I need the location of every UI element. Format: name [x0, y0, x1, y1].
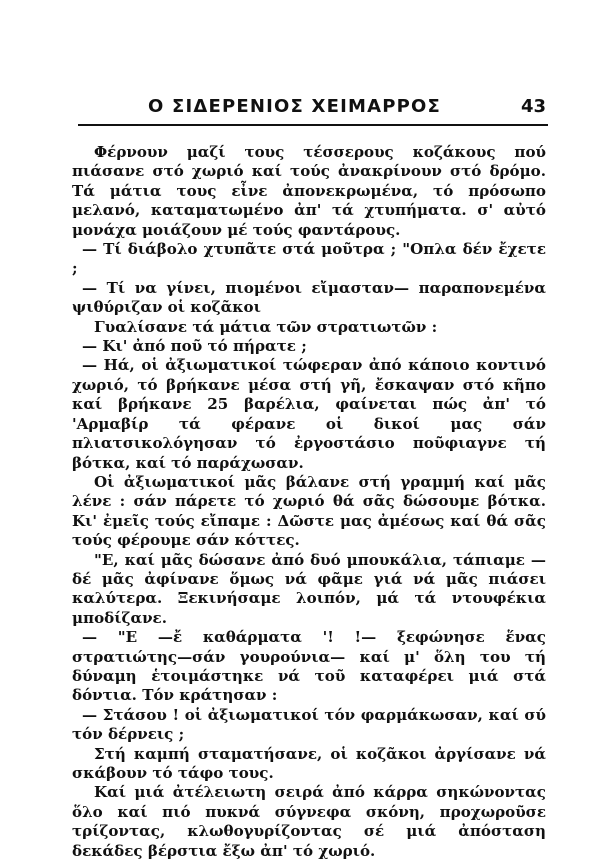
- paragraph: — Ηά, οἱ ἀξιωματικοί τώφεραν ἀπό κάποιο κοντινό χωριό, τό βρήκανε μέσα στή γῆ, ἔσκαψαν στό κῆπο καί βρήκανε 25 βαρέλια, φαίνεται πώς ἀπ' τό 'Αρμαβίρ τά φέρανε οἱ δικοί μας σάν πλιατσικολόγησαν τό ἐργοστάσιο ποῦφιαγνε τή βότκα, καί τό παράχωσαν.: [72, 356, 546, 472]
- paragraph: — "Ε —ἔ καθάρματα '! !— ξεφώνησε ἕνας στρατιώτης—σάν γουρούνια— καί μ' ὅλη του τή δύναμη ἑτοιμάστηκε νά τοῦ καταφέρει μιά στά δόντια. Τόν κράτησαν :: [72, 628, 546, 705]
- paragraph: Καί μιά ἀτέλειωτη σειρά ἀπό κάρρα σηκώνοντας ὅλο καί πιό πυκνά σύγνεφα σκόνη, προχωροῦσε τρίζοντας, κλωθογυρίζοντας σέ μιά ἀπόσταση δεκάδες βέρστια ἔξω ἀπ' τό χωριό.: [72, 783, 546, 860]
- body-text: [72, 143, 546, 861]
- running-title: Ο ΣΙΔΕΡΕΝΙΟΣ ΧΕΙΜΑΡΡΟΣ: [148, 96, 441, 117]
- paragraph: Φέρνουν μαζί τους τέσσερους κοζάκους πού πιάσανε στό χωριό καί τούς ἀνακρίνουν στό δρόμο. Τά μάτια τους εἶνε ἀπονεκρωμένα, τό πρόσωπο μελανό, καταματωμένο ἀπ' τά χτυπήματα. σ' αὐτό μονάχα μοιάζουν μέ τούς φαντάρους.: [72, 143, 546, 239]
- paragraph: — Τί να γίνει, πιομένοι εἴμασταν— παραπονεμένα ψιθύριζαν οἱ κοζᾶκοι: [72, 278, 546, 317]
- paragraph: Οἱ ἀξιωματικοί μᾶς βάλανε στή γραμμή καί μᾶς λένε : σάν πάρετε τό χωριό θά σᾶς δώσουμε βότκα. Κι' ἐμεῖς τούς εἴπαμε : Δῶστε μας ἀμέσως καί θά σᾶς τούς φέρουμε σάν κόττες.: [72, 472, 546, 550]
- paragraph: — Κι' ἀπό ποῦ τό πήρατε ;: [82, 337, 307, 356]
- paragraph: — Τί διάβολο χτυπᾶτε στά μοῦτρα ; "Οπλα δέν ἔχετε ;: [72, 240, 546, 278]
- paragraph: Στή καμπή σταματήσανε, οἱ κοζᾶκοι ἀργίσανε νά σκάβουν τό τάφο τους.: [72, 744, 546, 782]
- paragraph: — Στάσου ! οἱ ἀξιωματικοί τόν φαρμάκωσαν, καί σύ τόν δέρνεις ;: [72, 705, 546, 744]
- page-number: 43: [520, 96, 546, 117]
- header-rule: [78, 124, 548, 126]
- running-header: [78, 96, 546, 118]
- paragraph: Γυαλίσανε τά μάτια τῶν στρατιωτῶν :: [94, 317, 438, 336]
- paragraph: "Ε, καί μᾶς δώσανε ἀπό δυό μπουκάλια, τάπιαμε — δέ μᾶς ἀφίνανε ὅμως νά φᾶμε γιά νά μᾶς πιάσει καλύτερα. Ξεκινήσαμε λοιπόν, μά τά ντουφέκια μποδίζανε.: [72, 550, 546, 627]
